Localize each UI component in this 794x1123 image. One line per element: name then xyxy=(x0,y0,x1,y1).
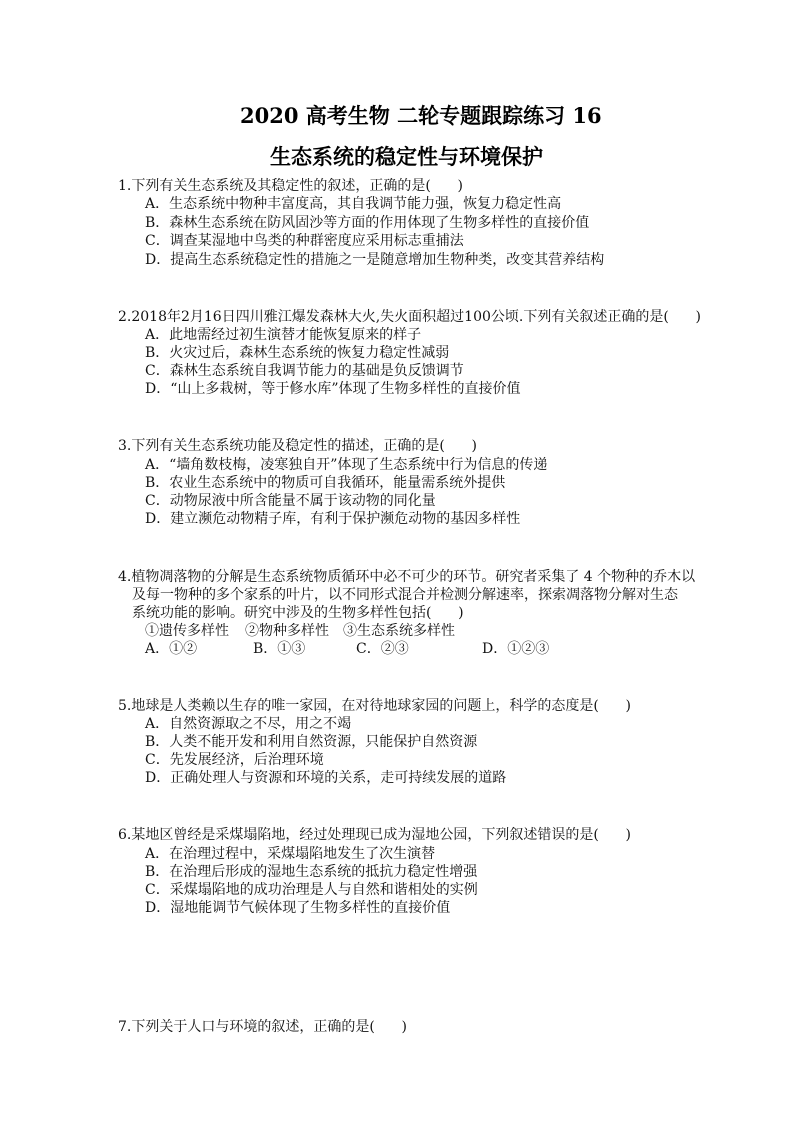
question-stem-continued: 系统功能的影响。研究中涉及的生物多样性包括( ) xyxy=(132,605,464,621)
page-subtitle: 生态系统的稳定性与环境保护 xyxy=(270,144,543,169)
option-b: B．人类不能开发和利用自然资源，只能保护自然资源 xyxy=(145,734,478,750)
question-stem: 1.下列有关生态系统及其稳定性的叙述，正确的是( ) xyxy=(118,178,463,194)
option-a: A．①② xyxy=(145,641,198,657)
option-a: A．“墙角数枝梅，凌寒独自开”体现了生态系统中行为信息的传递 xyxy=(145,457,548,473)
option-b: B．森林生态系统在防风固沙等方面的作用体现了生物多样性的直接价值 xyxy=(145,215,590,231)
option-a: A．在治理过程中，采煤塌陷地发生了次生演替 xyxy=(145,846,436,862)
question-stem-continued: 及每一物种的多个家系的叶片，以不同形式混合并检测分解速率，探索凋落物分解对生态 xyxy=(132,587,678,603)
page-title: 2020 高考生物 二轮专题跟踪练习 16 xyxy=(240,103,602,128)
option-d: D．湿地能调节气候体现了生物多样性的直接价值 xyxy=(145,900,451,916)
option-b: B．①③ xyxy=(253,641,306,657)
option-c: C．调查某湿地中鸟类的种群密度应采用标志重捕法 xyxy=(145,233,464,249)
option-c: C．动物尿液中所含能量不属于该动物的同化量 xyxy=(145,493,436,509)
option-a: A．生态系统中物种丰富度高，其自我调节能力强，恢复力稳定性高 xyxy=(145,196,562,212)
option-d: D．建立濒危动物精子库，有利于保护濒危动物的基因多样性 xyxy=(145,511,521,527)
choice-3: ③生态系统多样性 xyxy=(343,623,455,639)
choice-1: ①遗传多样性 xyxy=(145,623,229,639)
question-stem: 7.下列关于人口与环境的叙述，正确的是( ) xyxy=(118,1019,407,1035)
option-a: A．自然资源取之不尽，用之不竭 xyxy=(145,716,352,732)
question-stem: 4.植物凋落物的分解是生态系统物质循环中必不可少的环节。研究者采集了 4 个物种的乔木以 xyxy=(118,569,696,585)
option-d: D．“山上多栽树，等于修水库”体现了生物多样性的直接价值 xyxy=(145,381,521,397)
option-b: B．农业生态系统中的物质可自我循环，能量需系统外提供 xyxy=(145,475,506,491)
option-b: B．火灾过后，森林生态系统的恢复力稳定性减弱 xyxy=(145,345,450,361)
question-stem: 6.某地区曾经是采煤塌陷地，经过处理现已成为湿地公园，下列叙述错误的是( ) xyxy=(118,827,631,843)
option-c: C．②③ xyxy=(356,641,409,657)
option-d: D．提高生态系统稳定性的措施之一是随意增加生物种类，改变其营养结构 xyxy=(145,252,605,268)
option-d: D．①②③ xyxy=(482,641,550,657)
question-stem: 2.2018年2月16日四川雅江爆发森林大火,失火面积超过100公顷.下列有关叙述正确的是( ) xyxy=(118,309,701,325)
option-c: C．采煤塌陷地的成功治理是人与自然和谐相处的实例 xyxy=(145,882,478,898)
option-b: B．在治理后形成的湿地生态系统的抵抗力稳定性增强 xyxy=(145,864,478,880)
option-c: C．先发展经济，后治理环境 xyxy=(145,752,324,768)
option-a: A．此地需经过初生演替才能恢复原来的样子 xyxy=(145,327,422,343)
question-stem: 5.地球是人类赖以生存的唯一家园，在对待地球家园的问题上，科学的态度是( ) xyxy=(118,698,631,714)
question-stem: 3.下列有关生态系统功能及稳定性的描述，正确的是( ) xyxy=(118,438,477,454)
option-d: D．正确处理人与资源和环境的关系，走可持续发展的道路 xyxy=(145,770,507,786)
option-c: C．森林生态系统自我调节能力的基础是负反馈调节 xyxy=(145,363,464,379)
choice-2: ②物种多样性 xyxy=(245,623,329,639)
